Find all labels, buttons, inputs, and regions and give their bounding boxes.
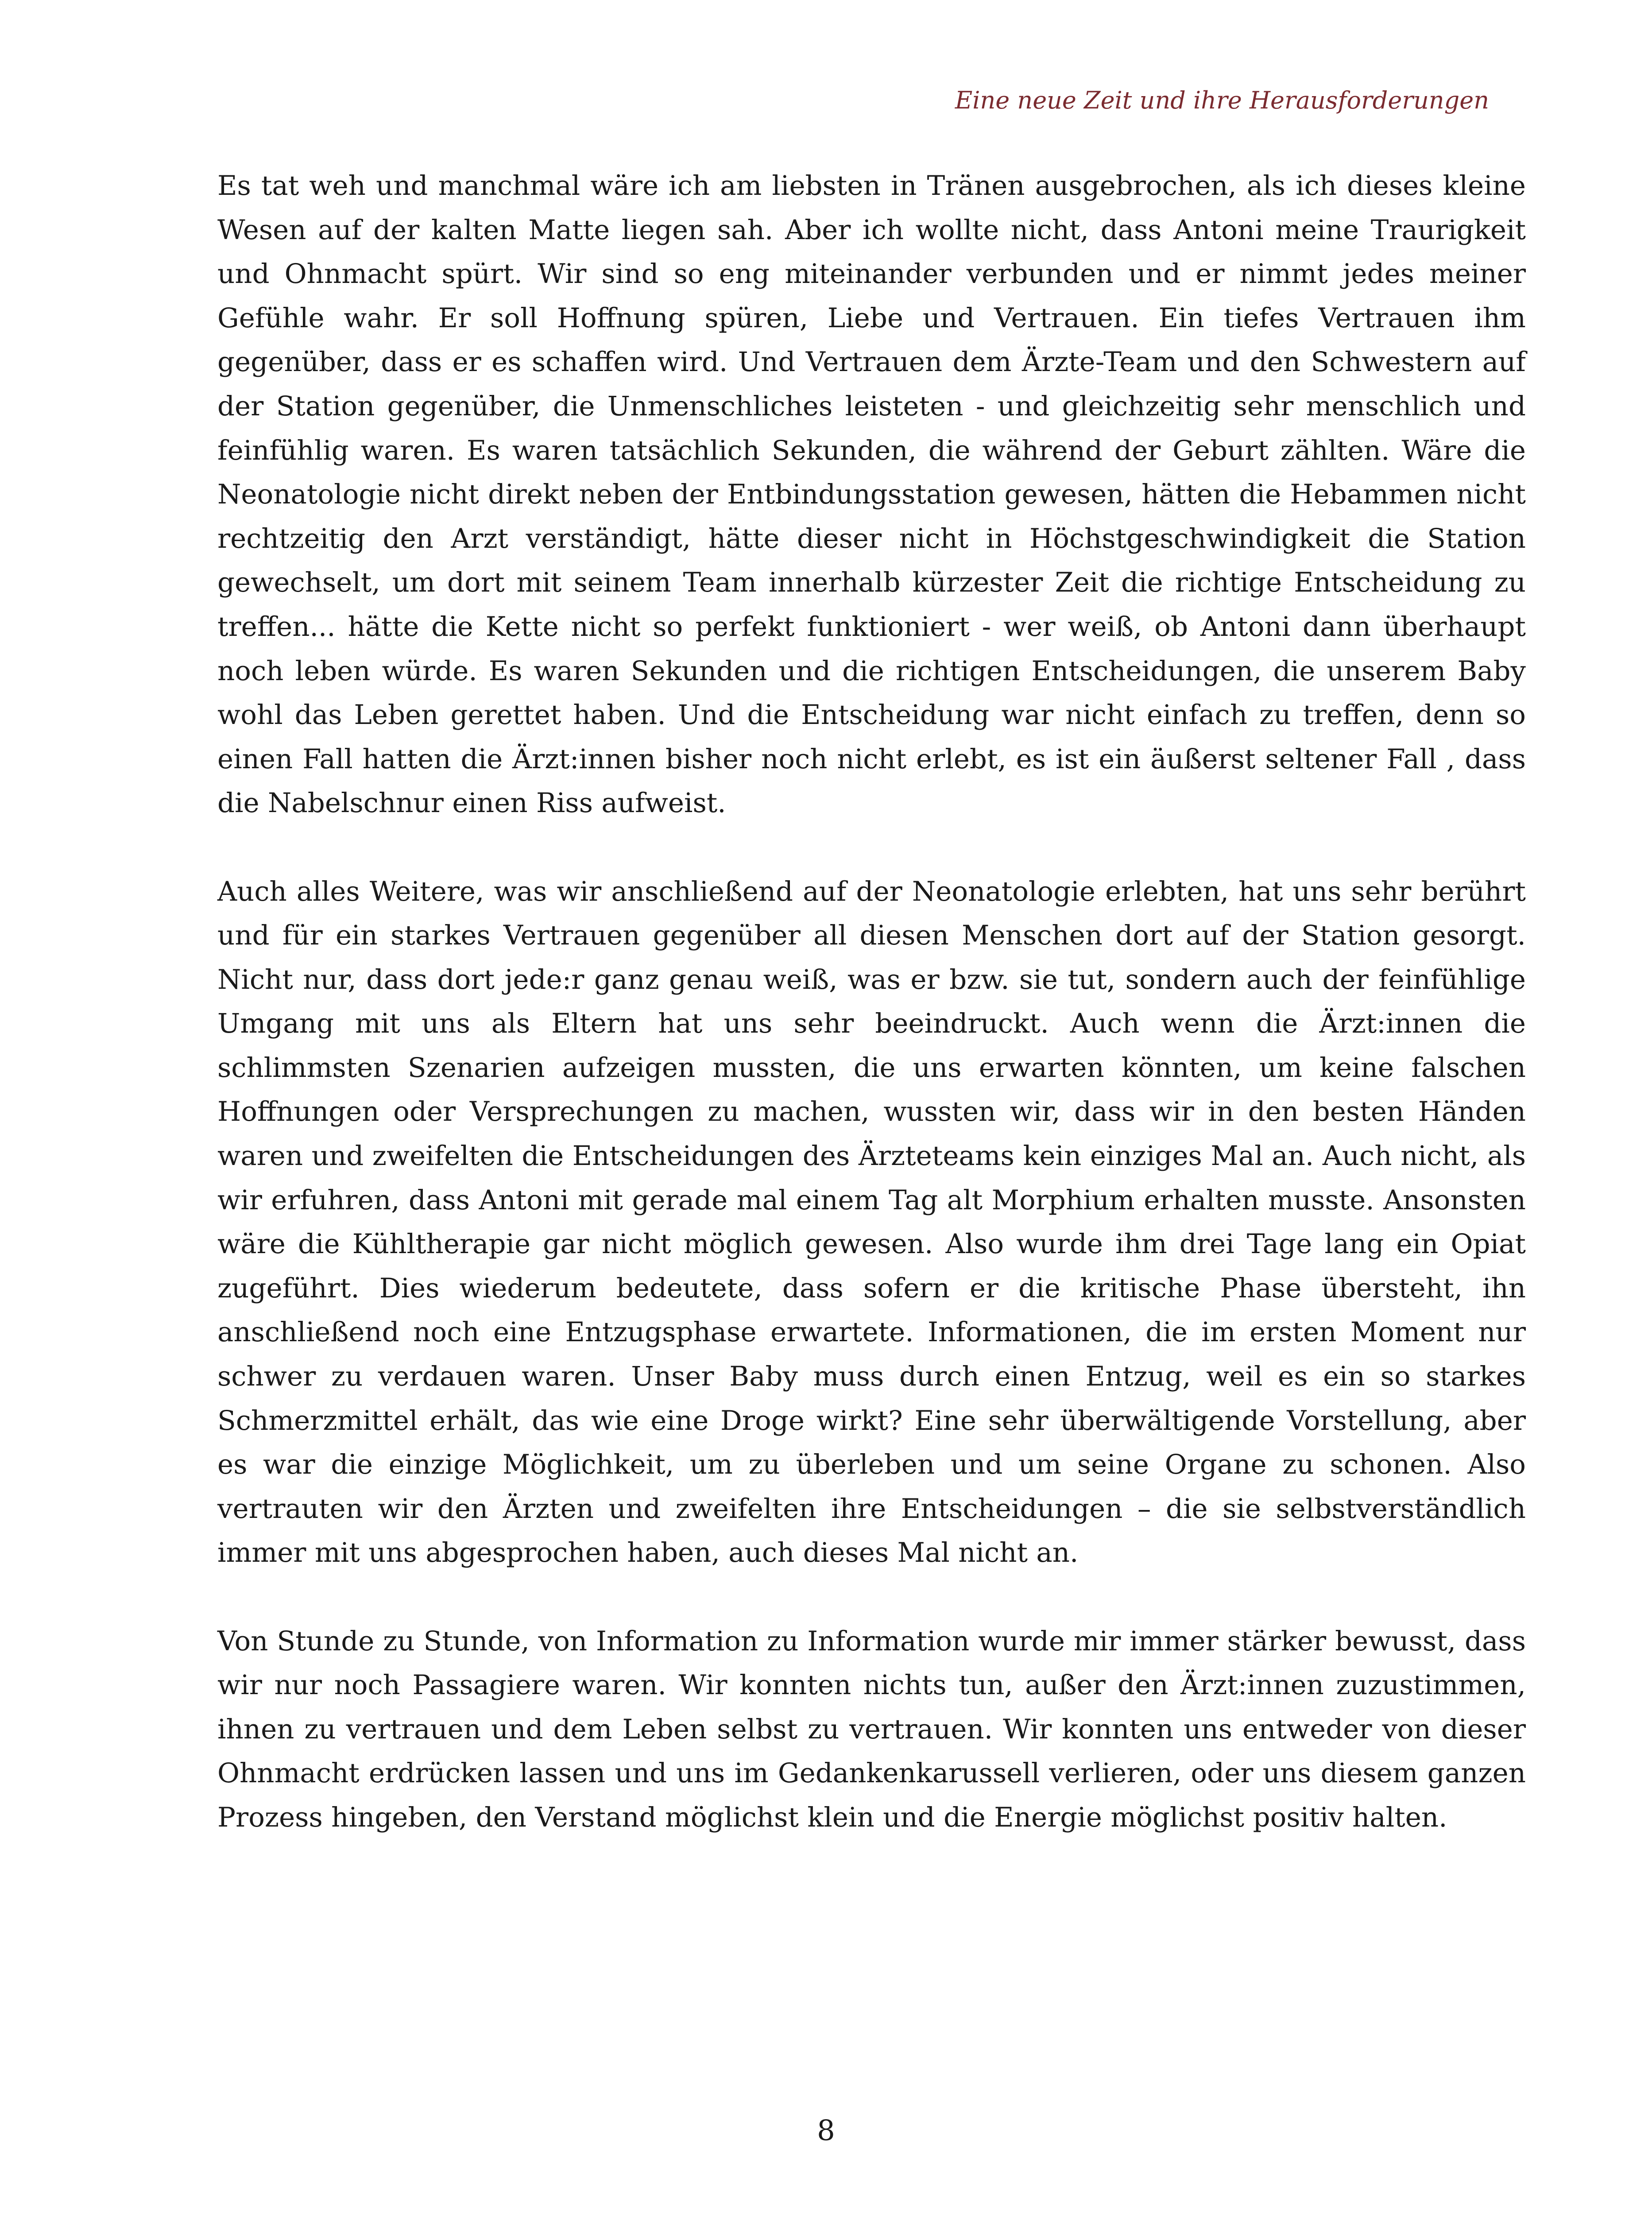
paragraph: Es tat weh und manchmal wäre ich am liebsten in Tränen ausgebrochen, als ich dieses kleine Wesen auf der kalten Matte liegen sah. Aber ich wollte nicht, dass Antoni meine Traurigkeit und Ohnmacht spürt. Wir sind so eng miteinander verbunden und er nimmt jedes meiner Gefühle wahr. Er soll Hoffnung spüren, Liebe und Vertrauen. Ein tiefes Vertrauen ihm gegenüber, dass er es schaffen wird. Und Vertrauen dem Ärzte-Team und den Schwestern auf der Station gegenüber, die Unmenschliches leisteten - und gleichzeitig sehr menschlich und feinfühlig waren. Es waren tatsächlich Sekunden, die während der Geburt zählten. Wäre die Neonatologie nicht direkt neben der Entbindungsstation gewesen, hätten die Hebammen nicht rechtzeitig den Arzt verständigt, hätte dieser nicht in Höchstgeschwindigkeit die Station gewechselt, um dort mit seinem Team innerhalb kürzester Zeit die richtige Entscheidung zu treffen... hätte die Kette nicht so perfekt funktioniert - wer weiß, ob Antoni dann überhaupt noch leben würde. Es waren Sekunden und die richtigen Entscheidungen, die unserem Baby wohl das Leben gerettet haben. Und die Entscheidung war nicht einfach zu treffen, denn so einen Fall hatten die Ärzt:innen bisher noch nicht erlebt, es ist ein äußerst seltener Fall , dass die Nabelschnur einen Riss aufweist.: [217, 170, 1526, 819]
paragraph: Von Stunde zu Stunde, von Information zu Information wurde mir immer stärker bewusst, dass wir nur noch Passagiere waren. Wir konnten nichts tun, außer den Ärzt:innen zuzustimmen, ihnen zu vertrauen und dem Leben selbst zu vertrauen. Wir konnten uns entweder von dieser Ohnmacht erdrücken lassen und uns im Gedankenkarussell verlieren, oder uns diesem ganzen Prozess hingeben, den Verstand möglichst klein und die Energie möglichst positiv halten.: [217, 1625, 1526, 1833]
body-text: [217, 164, 1526, 1840]
page-number: 8: [817, 2114, 835, 2147]
running-header: Eine neue Zeit und ihre Herausforderungen: [955, 86, 1489, 114]
paragraph: Auch alles Weitere, was wir anschließend auf der Neonatologie erlebten, hat uns sehr berührt und für ein starkes Vertrauen gegenüber all diesen Menschen dort auf der Station gesorgt. Nicht nur, dass dort jede:r ganz genau weiß, was er bzw. sie tut, sondern auch der feinfühlige Umgang mit uns als Eltern hat uns sehr beeindruckt. Auch wenn die Ärzt:innen die schlimmsten Szenarien aufzeigen mussten, die uns erwarten könnten, um keine falschen Hoffnungen oder Versprechungen zu machen, wussten wir, dass wir in den besten Händen waren und zweifelten die Entscheidungen des Ärzteteams kein einziges Mal an. Auch nicht, als wir erfuhren, dass Antoni mit gerade mal einem Tag alt Morphium erhalten musste. Ansonsten wäre die Kühltherapie gar nicht möglich gewesen. Also wurde ihm drei Tage lang ein Opiat zugeführt. Dies wiederum bedeutete, dass sofern er die kritische Phase übersteht, ihn anschließend noch eine Entzugsphase erwartete. Informationen, die im ersten Moment nur schwer zu verdauen waren. Unser Baby muss durch einen Entzug, weil es ein so starkes Schmerzmittel erhält, das wie eine Droge wirkt? Eine sehr überwältigende Vorstellung, aber es war die einzige Möglichkeit, um zu überleben und um seine Organe zu schonen. Also vertrauten wir den Ärzten und zweifelten ihre Entscheidungen – die sie selbstverständlich immer mit uns abgesprochen haben, auch dieses Mal nicht an.: [217, 875, 1526, 1569]
